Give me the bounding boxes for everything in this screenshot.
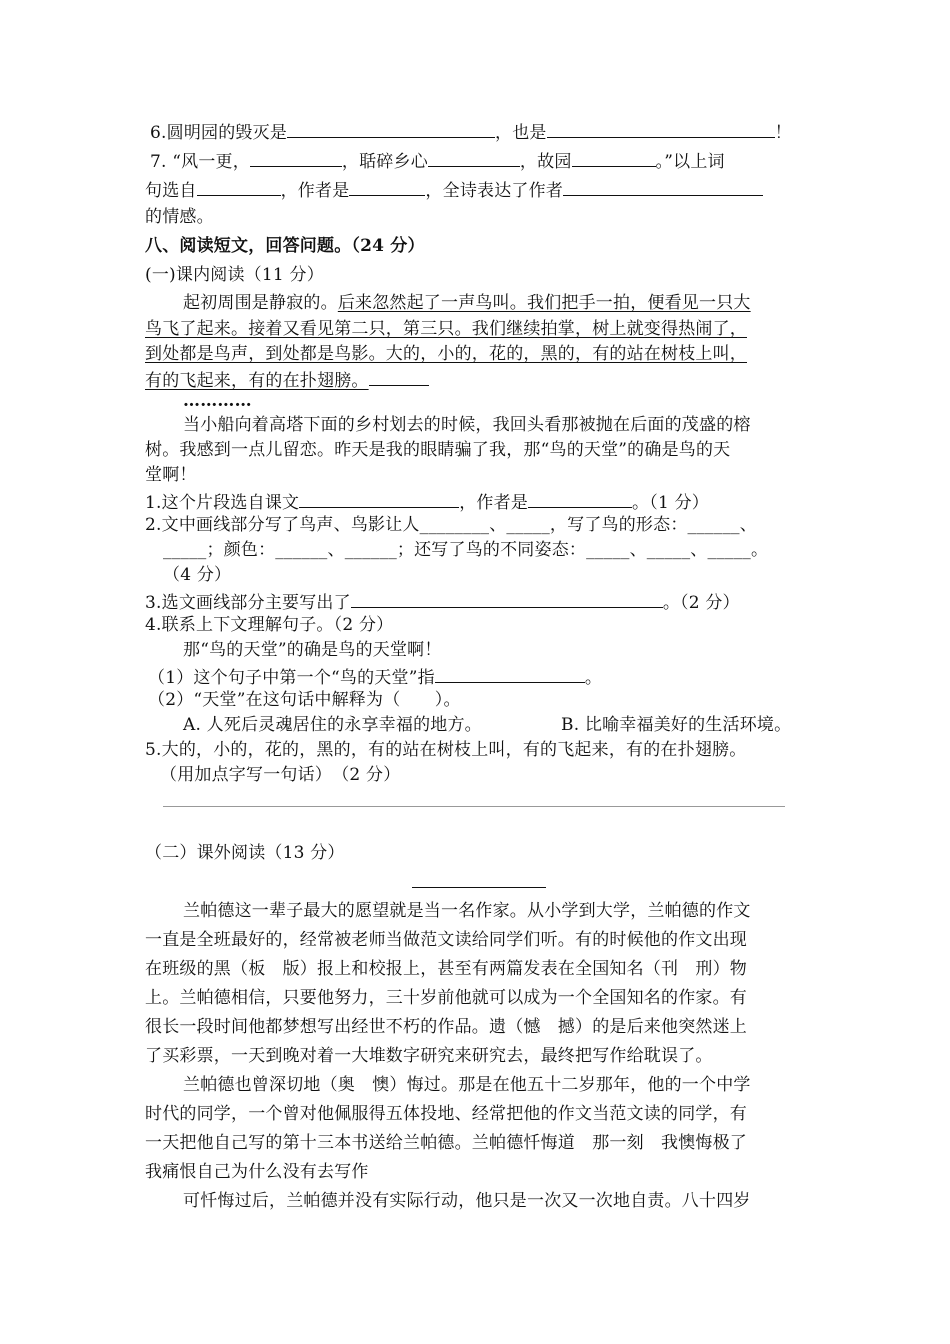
question-4-2: （2）“天堂”在这句话中解释为（ ）。 xyxy=(148,690,461,710)
part1-title: (一)课内阅读（11 分） xyxy=(145,265,324,285)
answer-blank[interactable] xyxy=(435,664,585,683)
q7-text: ，聒碎乡心 xyxy=(341,152,428,172)
q7-text: ，故园 xyxy=(519,152,572,172)
question-4-1 xyxy=(148,664,602,689)
q-text: 1.这个片段选自课文 xyxy=(145,493,300,513)
question-4-sentence: 那“鸟的天堂”的确是鸟的天堂啊！ xyxy=(183,640,442,660)
passage1-line xyxy=(183,292,751,314)
passage2-line: 当小船向着高塔下面的乡村划去的时候，我回头看那被抛在后面的茂盛的榕 xyxy=(183,415,751,435)
passage-line: 兰帕德这一辈子最大的愿望就是当一名作家。从小学到大学，兰帕德的作文 xyxy=(183,901,751,921)
q-text: 。（2 分） xyxy=(662,593,740,613)
q6-text: ，也是 xyxy=(495,123,547,143)
underlined-text: 到处都是鸟声，到处都是鸟影。大的，小的，花的，黑的，有的站在树枝上叫， xyxy=(145,344,747,364)
q7-text: 7. “风一更， xyxy=(150,152,250,172)
q-text: 。 xyxy=(584,668,603,688)
answer-blank[interactable] xyxy=(351,589,663,608)
q6-text: 6.圆明园的毁灭是 xyxy=(150,123,288,143)
passage-line: 上。兰帕德相信，只要他努力，三十岁前他就可以成为一个全国知名的作家。有 xyxy=(145,988,747,1008)
passage-line: 了买彩票，一天到晚对着一大堆数字研究来研究去，最终把写作给耽误了。 xyxy=(145,1046,713,1066)
underlined-text: 鸟飞了起来。接着又看见第二只，第三只。我们继续拍掌，树上就变得热闹了， xyxy=(145,319,747,339)
title-blank[interactable] xyxy=(412,887,546,888)
q6-text: ！ xyxy=(774,123,792,143)
underlined-text: 有的飞起来，有的在扑翅膀。 xyxy=(145,371,369,391)
passage-line: 可忏悔过后，兰帕德并没有实际行动，他只是一次又一次地自责。八十四岁 xyxy=(183,1191,751,1211)
answer-blank[interactable] xyxy=(563,177,763,196)
q-text: 。（1 分） xyxy=(632,493,709,513)
passage-line: 很长一段时间他都梦想写出经世不朽的作品。遗（憾 撼）的是后来他突然迷上 xyxy=(145,1017,747,1037)
question-7-line2 xyxy=(145,177,763,202)
answer-blank[interactable] xyxy=(572,148,656,167)
ellipsis: ………… xyxy=(183,391,252,411)
answer-blank[interactable] xyxy=(428,148,520,167)
answer-blank[interactable] xyxy=(547,119,775,138)
question-5: 5.大的，小的，花的，黑的，有的站在树枝上叫，有的飞起来，有的在扑翅膀。 xyxy=(145,740,747,760)
q-text: （1）这个句子中第一个“鸟的天堂”指 xyxy=(148,668,435,688)
q-text: ，作者是 xyxy=(459,493,529,513)
q7-text: ，作者是 xyxy=(280,181,350,201)
answer-line[interactable] xyxy=(163,806,785,807)
question-2-line2: _____；颜色：______、______；还写了鸟的不同姿态：_____、_____、_____。 xyxy=(163,540,769,560)
passage-line: 兰帕德也曾深切地（奥 懊）悔过。那是在他五十二岁那年，他的一个中学 xyxy=(183,1075,751,1095)
answer-blank[interactable] xyxy=(299,489,459,508)
passage-line: 时代的同学，一个曾对他佩服得五体投地、经常把他的作文当范文读的同学，有 xyxy=(145,1104,747,1124)
option-a[interactable]: A. 人死后灵魂居住的永享幸福的地方。 xyxy=(183,715,482,735)
question-7-line3: 的情感。 xyxy=(145,207,214,227)
option-b[interactable]: B. 比喻幸福美好的生活环境。 xyxy=(561,715,792,735)
passage-line: 我痛恨自己为什么没有去写作 xyxy=(145,1162,369,1182)
question-2-line3: （4 分） xyxy=(163,565,232,585)
question-2: 2.文中画线部分写了鸟声、鸟影让人________、_____，写了鸟的形态：______、 xyxy=(145,515,757,535)
question-3 xyxy=(145,589,740,614)
q7-text: 句选自 xyxy=(145,181,197,201)
question-7 xyxy=(150,148,725,173)
q7-text: ，全诗表达了作者 xyxy=(425,181,564,201)
part2-title: （二）课外阅读（13 分） xyxy=(145,843,345,863)
question-5-line2: （用加点字写一句话） （2 分） xyxy=(160,765,401,785)
passage2-line: 堂啊！ xyxy=(145,465,197,485)
section-title: 八、阅读短文，回答问题。（24 分） xyxy=(145,236,425,256)
underline-tail xyxy=(369,367,429,386)
answer-blank[interactable] xyxy=(349,177,425,196)
answer-blank[interactable] xyxy=(250,148,342,167)
q-text: 3.选文画线部分主要写出了 xyxy=(145,593,351,613)
underlined-text: 后来忽然起了一声鸟叫。我们把手一拍，便看见一只大 xyxy=(337,293,751,313)
passage2-line: 树。我感到一点儿留恋。昨天是我的眼睛骗了我，那“鸟的天堂”的确是鸟的天 xyxy=(145,440,731,460)
question-6 xyxy=(150,119,792,144)
passage-line: 一天把他自己写的第十三本书送给兰帕德。兰帕德忏悔道 那一刻 我懊悔极了 xyxy=(145,1133,747,1153)
passage1-line xyxy=(145,367,429,392)
answer-blank[interactable] xyxy=(197,177,281,196)
answer-blank[interactable] xyxy=(528,489,632,508)
q7-text: 。”以上词 xyxy=(655,152,725,172)
passage-line: 在班级的黑（板 版）报上和校报上，甚至有两篇发表在全国知名（刊 刑）物 xyxy=(145,959,747,979)
answer-blank[interactable] xyxy=(287,119,495,138)
passage-text: 起初周围是静寂的。 xyxy=(183,293,338,313)
question-1 xyxy=(145,489,709,514)
passage-line: 一直是全班最好的，经常被老师当做范文读给同学们听。有的时候他的作文出现 xyxy=(145,930,747,950)
question-4: 4.联系上下文理解句子。（2 分） xyxy=(145,615,394,635)
